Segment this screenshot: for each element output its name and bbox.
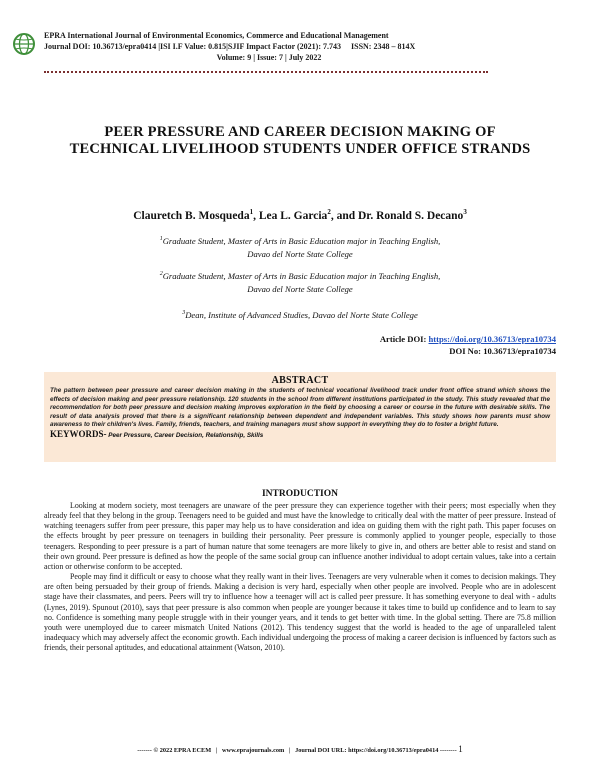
author-sup: 3 (463, 208, 467, 216)
header-divider (44, 71, 488, 73)
author-name: Clauretch B. Mosqueda (133, 209, 250, 222)
epra-globe-logo-icon (11, 32, 37, 56)
article-doi (256, 333, 556, 345)
affiliation-line: Davao del Norte State College (247, 248, 353, 259)
author-list (60, 208, 540, 222)
paragraph: Looking at modern society, most teenagers are unaware of the peer pressure they can experience together with their peers; most especially when they already feel that they belong in the group. Teenagers need to be guided and must have the knowledge to critically deal with the matter of peer pressure. Instead of watching teenagers suffer from peer pressure, this paper may help us to have consideration and idea on guiding them with the right path. This paper focuses on the effects brought by peer pressure on teenagers in building their personality. Peer pressure is commonly applied to younger people, especially to those teenagers. Responding to peer pressure is a part of human nature that some teenagers are more likely to give in, and others are better able to resist and stand on their own ground. Peer pressure is defined as how the people of the same social group can influence another individual to adopt certain values, take into a certain action or otherwise conform to be accepted. (44, 501, 556, 571)
author-separator: , (253, 209, 259, 222)
volume-issue: Volume: 9 | Issue: 7 | July 2022 (216, 53, 322, 62)
introduction-body (44, 501, 556, 653)
affiliation-sup: 2 (159, 271, 163, 277)
keywords-label: KEYWORDS- (50, 428, 107, 439)
footer-dashes: ------- (137, 747, 152, 754)
keywords-text: Peer Pressure, Career Decision, Relationship, Skills (106, 431, 264, 439)
footer-text: 2022 EPRA ECEM | www.eprajournals.com | Journal DOI URL: https://doi.org/10.36713/epra0414 -------- (158, 747, 457, 754)
author-name: Lea L. Garcia (258, 209, 328, 222)
page-number: 1 (458, 744, 463, 754)
journal-name: EPRA International Journal of Environmental Economics, Commerce and Educational Management (44, 31, 389, 40)
journal-header (11, 30, 491, 72)
copyright-icon: © (153, 747, 159, 754)
abstract-text: The pattern between peer pressure and career decision making in the students of technical vocational livelihood track under front office strand which shows the effects of decision making and peer pressure relationship. 120 students in the school from different institutions participated in the study. This study revealed that the recommendation for both peer pressure and decision making improves exploration in the field by choosing a career or course in the future with desirable skills. The result of data analysis proved that there is a significant relationship between dependent and independent variables. This study shows how parents must show awareness to their children's lives. Family, friends, teachers, and training managers must show support in everything they do to foster a bright future. (50, 387, 550, 429)
keywords-line (44, 430, 556, 440)
affiliation-sup: 3 (182, 310, 186, 316)
affiliation-sup: 1 (159, 236, 163, 242)
doi-number: DOI No: 10.36713/epra10734 (449, 346, 556, 356)
author-name: Dr. Ronald S. Decano (357, 209, 464, 222)
author-sup: 2 (327, 208, 331, 216)
article-doi-link[interactable]: https://doi.org/10.36713/epra10734 (428, 334, 556, 344)
introduction-heading: INTRODUCTION (261, 489, 338, 499)
abstract-box (44, 372, 556, 462)
journal-ids: Journal DOI: 10.36713/epra0414 |ISI I.F Value: 0.815|SJIF Impact Factor (2021): 7.743 ISSN: 2348 – 814X (44, 42, 416, 51)
affiliation-line: Dean, Institute of Advanced Studies, Davao del Norte State College (185, 309, 418, 320)
author-sup: 1 (249, 208, 254, 216)
affiliation-2 (80, 268, 520, 296)
page-footer (60, 744, 540, 754)
affiliation-1 (80, 233, 520, 261)
affiliation-line: Graduate Student, Master of Arts in Basic Education major in Teaching English, (162, 270, 441, 281)
paper-title: PEER PRESSURE AND CAREER DECISION MAKING OF TECHNICAL LIVELIHOOD STUDENTS UNDER OFFICE STRANDS (69, 124, 531, 157)
author-separator: , and (330, 209, 358, 222)
abstract-heading: ABSTRACT (271, 375, 329, 386)
article-doi-label: Article DOI: (379, 334, 429, 344)
affiliation-line: Graduate Student, Master of Arts in Basic Education major in Teaching English, (162, 235, 441, 246)
affiliation-3 (80, 307, 520, 322)
affiliation-line: Davao del Norte State College (247, 283, 353, 294)
paragraph: People may find it difficult or easy to choose what they really want in their lives. Teenagers are very vulnerable when it comes to decision makings. They are often being persuaded by their group of friends. Making a decision is very hard, especially when other people are involved. People who are in adolescent stage have their classmates, and peers. Peers will try to influence how a teenager will act is called peer pressure. It has something everyone to deal with - adults (Lynes, 2019). Spunout (2010), says that peer pressure is also common when people are younger because it takes time to build up confidence and to learn to say no. Confidence is something many people struggle with in their younger years, and it tends to get better with time. In the global setting. There are 75.8 million youth were unemployed due to career mismatch United Nations (2012). This tendency suggest that the world is headed to the age of unparalleled talent inadequacy which may adversely affect the economic growth. Each individual undergoing the process of making a career decision is influenced by factors such as friends, their personal aptitudes, and educational attainment (Watson, 2010). (44, 572, 556, 653)
